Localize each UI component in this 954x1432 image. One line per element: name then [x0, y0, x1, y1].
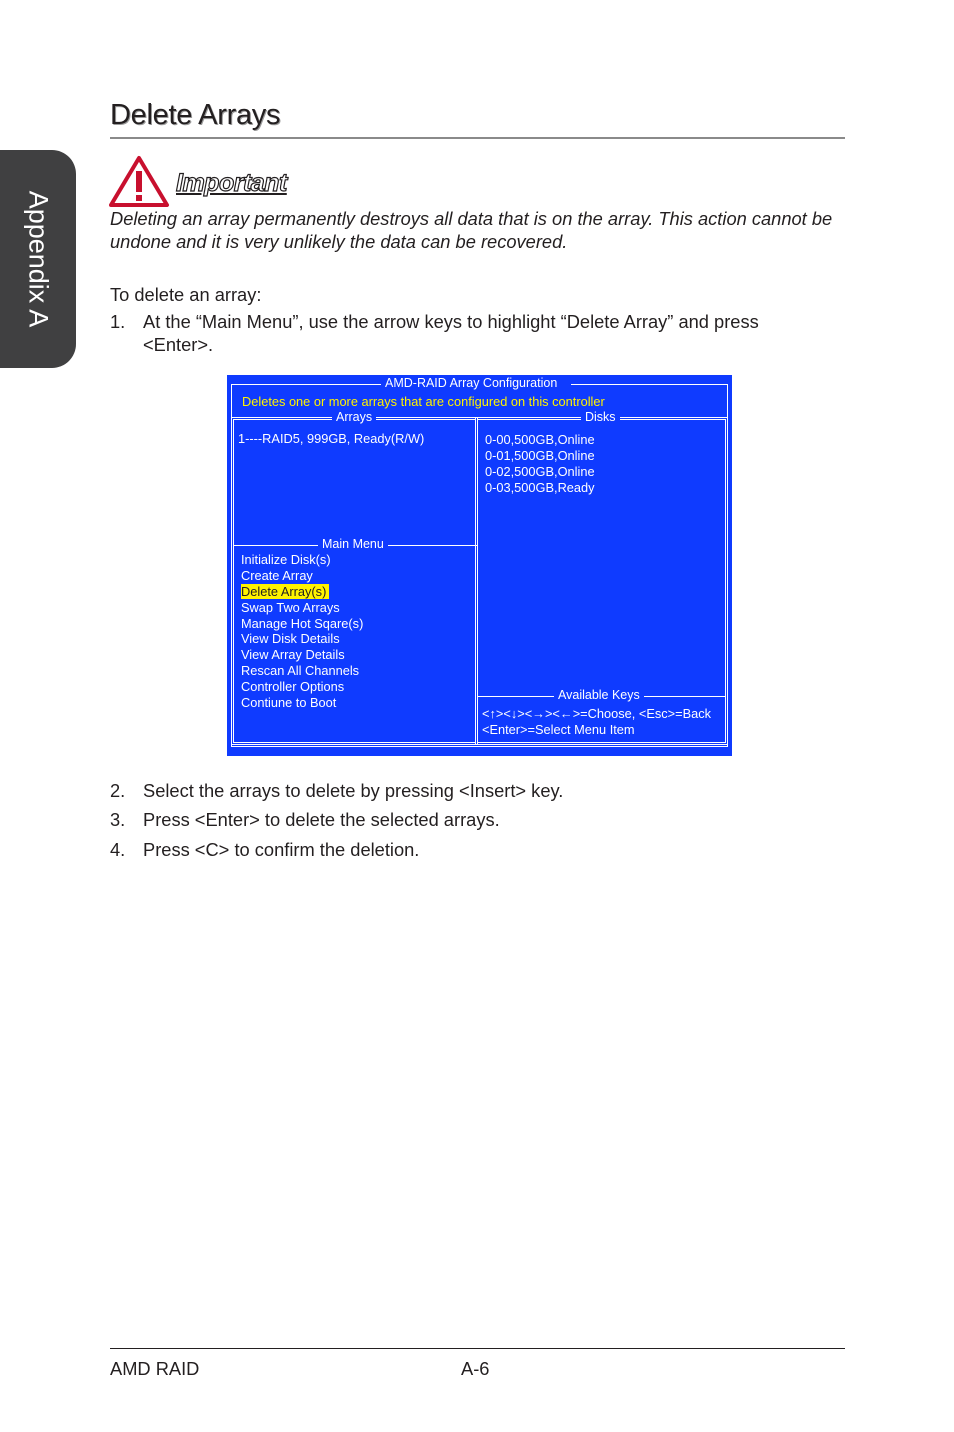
bios-status-line: Deletes one or more arrays that are configured on this controller: [242, 394, 605, 409]
key-hint: <Enter>=Select Menu Item: [482, 721, 635, 737]
key-hint: <↑><↓><→><←>=Choose, <Esc>=Back: [482, 706, 712, 721]
menu-item-swap-two-arrays[interactable]: Swap Two Arrays: [241, 599, 340, 615]
disk-entry[interactable]: 0-00,500GB,Online: [485, 432, 595, 447]
bios-title: AMD-RAID Array Configuration: [381, 376, 571, 390]
step-text: Press <Enter> to delete the selected arrays.: [143, 809, 500, 830]
page-number: A-6: [461, 1358, 490, 1379]
menu-item-initialize-disks[interactable]: Initialize Disk(s): [241, 552, 331, 567]
step-text: Press <C> to confirm the deletion.: [143, 839, 420, 860]
step-text: At the “Main Menu”, use the arrow keys to highlight “Delete Array” and press <Enter>.: [143, 311, 759, 355]
available-keys-label: Available Keys: [554, 688, 644, 702]
warning-triangle-icon: [108, 155, 170, 208]
menu-item-delete-arrays[interactable]: Delete Array(s): [241, 584, 363, 600]
main-menu-label: Main Menu: [318, 537, 388, 551]
array-entry[interactable]: 1----RAID5, 999GB, Ready(R/W): [238, 431, 425, 446]
step-number: 3.: [110, 809, 126, 830]
footer-chapter: AMD RAID: [110, 1358, 200, 1379]
intro-text: To delete an array:: [110, 284, 262, 305]
menu-item-view-array-details[interactable]: View Array Details: [241, 647, 345, 663]
footer-divider: [110, 1348, 845, 1349]
disk-entry[interactable]: 0-03,500GB,Ready: [485, 479, 595, 495]
available-keys-list: [482, 706, 711, 738]
important-heading: Important: [176, 169, 287, 197]
step-number: 4.: [110, 839, 126, 860]
disk-list: [485, 432, 595, 496]
disk-entry[interactable]: 0-02,500GB,Online: [485, 463, 595, 479]
appendix-tab-label: Appendix A: [23, 190, 54, 328]
menu-item-view-disk-details[interactable]: View Disk Details: [241, 631, 340, 647]
menu-item-create-array[interactable]: Create Array: [241, 567, 313, 583]
important-warning-text: Deleting an array permanently destroys all data that is on the array. This action cannot be undone and it is very unlikely the data can be recovered.: [110, 208, 833, 252]
disk-entry[interactable]: 0-01,500GB,Online: [485, 447, 595, 463]
menu-item-manage-hot-spares[interactable]: Manage Hot Sqare(s): [241, 615, 364, 631]
step-number: 2.: [110, 780, 126, 801]
section-title: Delete Arrays: [110, 99, 281, 131]
main-menu-list: [241, 552, 363, 711]
bios-screenshot: [227, 375, 732, 756]
step-text: Select the arrays to delete by pressing <Insert> key.: [143, 780, 564, 801]
menu-item-controller-options[interactable]: Controller Options: [241, 679, 345, 695]
menu-item-rescan-all-channels[interactable]: Rescan All Channels: [241, 663, 360, 679]
title-divider: [110, 137, 845, 139]
arrays-panel-label: Arrays: [332, 410, 376, 424]
menu-item-continue-to-boot[interactable]: Contiune to Boot: [241, 695, 337, 711]
appendix-side-tab: [0, 150, 76, 368]
step-number: 1.: [110, 311, 126, 332]
disks-panel-label: Disks: [581, 410, 620, 424]
